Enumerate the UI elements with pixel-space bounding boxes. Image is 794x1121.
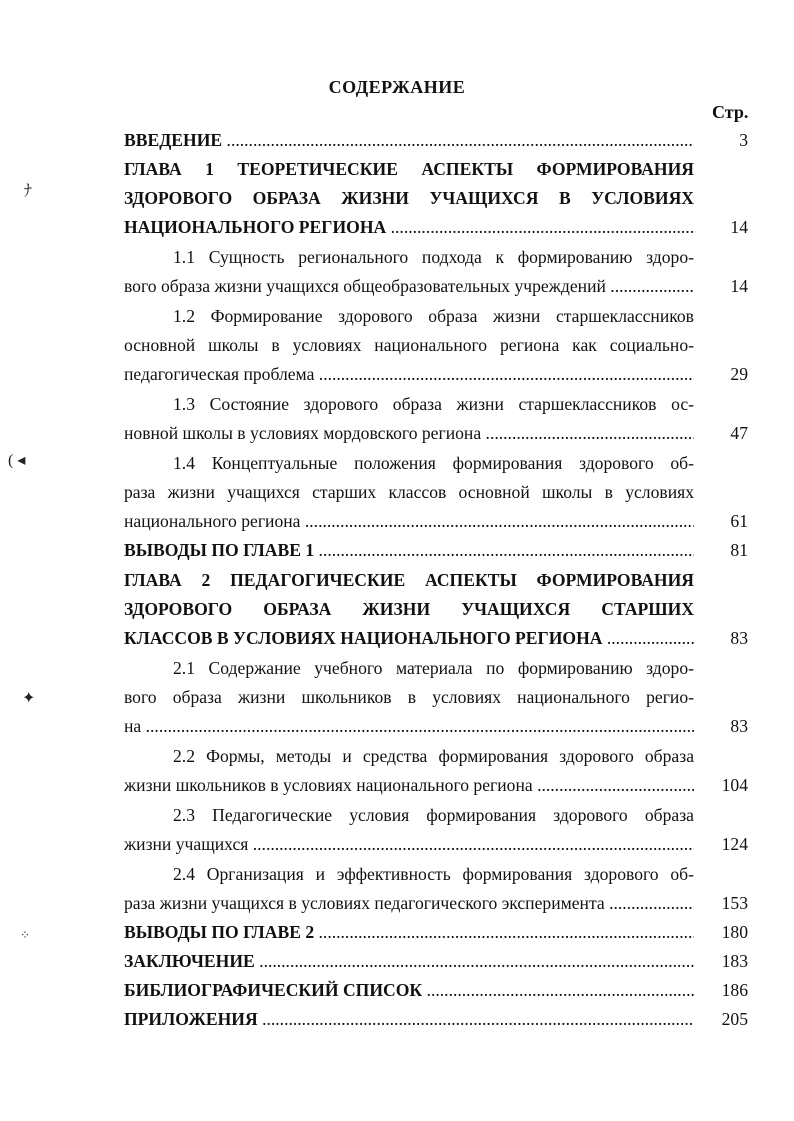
scan-mark-icon: ✦	[22, 690, 36, 707]
toc-section-2-3-line[interactable]: жизни учащихся .....	[124, 831, 694, 857]
toc-chapter-2-line[interactable]: КЛАССОВ В УСЛОВИЯХ НАЦИОНАЛЬНОГО РЕГИОНА .....	[124, 625, 694, 651]
toc-section-1-2-line[interactable]: 1.2 Формирование здорового образа жизни старшеклассников	[173, 306, 694, 326]
toc-page-number: 61	[730, 511, 748, 531]
toc-section-1-4-line[interactable]: раза жизни учащихся старших классов основной школы в условиях	[124, 482, 694, 502]
page-column-header: Стр.	[712, 102, 749, 122]
toc-entry-appendices[interactable]: ПРИЛОЖЕНИЯ .....	[124, 1006, 694, 1032]
scan-mark-icon: ⁘	[20, 928, 31, 942]
toc-page-number: 3	[739, 130, 748, 150]
toc-section-2-2-line[interactable]: 2.2 Формы, методы и средства формирования здорового образа	[173, 746, 694, 766]
page-title: СОДЕРЖАНИЕ	[328, 77, 466, 97]
scan-mark-icon: ﾅ	[24, 183, 33, 200]
toc-page-number: 83	[730, 628, 748, 648]
toc-section-1-2-line[interactable]: основной школы в условиях национального региона как социально-	[124, 335, 694, 355]
toc-page-number: 14	[730, 276, 748, 296]
toc-page-number: 180	[721, 922, 748, 942]
toc-section-1-3-line[interactable]: 1.3 Состояние здорового образа жизни старшеклассников ос-	[173, 394, 694, 414]
toc-section-2-1-line[interactable]: на .....	[124, 713, 694, 739]
toc-conclusions-chapter-2[interactable]: ВЫВОДЫ ПО ГЛАВЕ 2 .....	[124, 919, 694, 945]
toc-page-number: 14	[730, 217, 748, 237]
toc-page-number: 81	[730, 540, 748, 560]
toc-section-2-4-line[interactable]: 2.4 Организация и эффективность формирования здорового об-	[173, 864, 694, 884]
toc-section-2-1-line[interactable]: 2.1 Содержание учебного материала по формированию здоро-	[173, 658, 694, 678]
toc-section-2-2-line[interactable]: жизни школьников в условиях национального региона .....	[124, 772, 694, 798]
toc-page-number: 124	[721, 834, 748, 854]
toc-section-1-4-line[interactable]: 1.4 Концептуальные положения формирования здорового об-	[173, 453, 694, 473]
toc-chapter-2-line[interactable]: ГЛАВА 2 ПЕДАГОГИЧЕСКИЕ АСПЕКТЫ ФОРМИРОВАНИЯ	[124, 570, 694, 590]
toc-section-2-3-line[interactable]: 2.3 Педагогические условия формирования здорового образа	[173, 805, 694, 825]
toc-page-number: 83	[730, 716, 748, 736]
toc-chapter-2-line[interactable]: ЗДОРОВОГО ОБРАЗА ЖИЗНИ УЧАЩИХСЯ СТАРШИХ	[124, 599, 694, 619]
toc-entry-conclusion[interactable]: ЗАКЛЮЧЕНИЕ .....	[124, 948, 694, 974]
toc-page-number: 47	[730, 423, 748, 443]
toc-page-number: 186	[721, 980, 748, 1000]
scan-mark-icon: ( ◂	[8, 452, 26, 469]
toc-entry-bibliography[interactable]: БИБЛИОГРАФИЧЕСКИЙ СПИСОК .....	[124, 977, 694, 1003]
toc-section-2-1-line[interactable]: вого образа жизни школьников в условиях национального регио-	[124, 687, 694, 707]
toc-section-1-1-line[interactable]: 1.1 Сущность регионального подхода к формированию здоро-	[173, 247, 694, 267]
toc-section-2-4-line[interactable]: раза жизни учащихся в условиях педагогического эксперимента .....	[124, 890, 694, 916]
toc-page-number: 29	[730, 364, 748, 384]
toc-chapter-1-line[interactable]: ЗДОРОВОГО ОБРАЗА ЖИЗНИ УЧАЩИХСЯ В УСЛОВИЯХ	[124, 188, 694, 208]
toc-page-number: 183	[721, 951, 748, 971]
toc-page-number: 205	[721, 1009, 748, 1029]
toc-section-1-2-line[interactable]: педагогическая проблема .....	[124, 361, 694, 387]
toc-entry-introduction[interactable]: ВВЕДЕНИЕ .....	[124, 127, 694, 153]
toc-page-number: 153	[721, 893, 748, 913]
toc-chapter-1-line[interactable]: ГЛАВА 1 ТЕОРЕТИЧЕСКИЕ АСПЕКТЫ ФОРМИРОВАНИЯ	[124, 159, 694, 179]
toc-section-1-3-line[interactable]: новной школы в условиях мордовского региона .....	[124, 420, 694, 446]
toc-conclusions-chapter-1[interactable]: ВЫВОДЫ ПО ГЛАВЕ 1 .....	[124, 537, 694, 563]
toc-section-1-4-line[interactable]: национального региона .....	[124, 508, 694, 534]
toc-section-1-1-line[interactable]: вого образа жизни учащихся общеобразовательных учреждений .....	[124, 273, 694, 299]
toc-page-number: 104	[721, 775, 748, 795]
toc-chapter-1-line[interactable]: НАЦИОНАЛЬНОГО РЕГИОНА .....	[124, 214, 694, 240]
